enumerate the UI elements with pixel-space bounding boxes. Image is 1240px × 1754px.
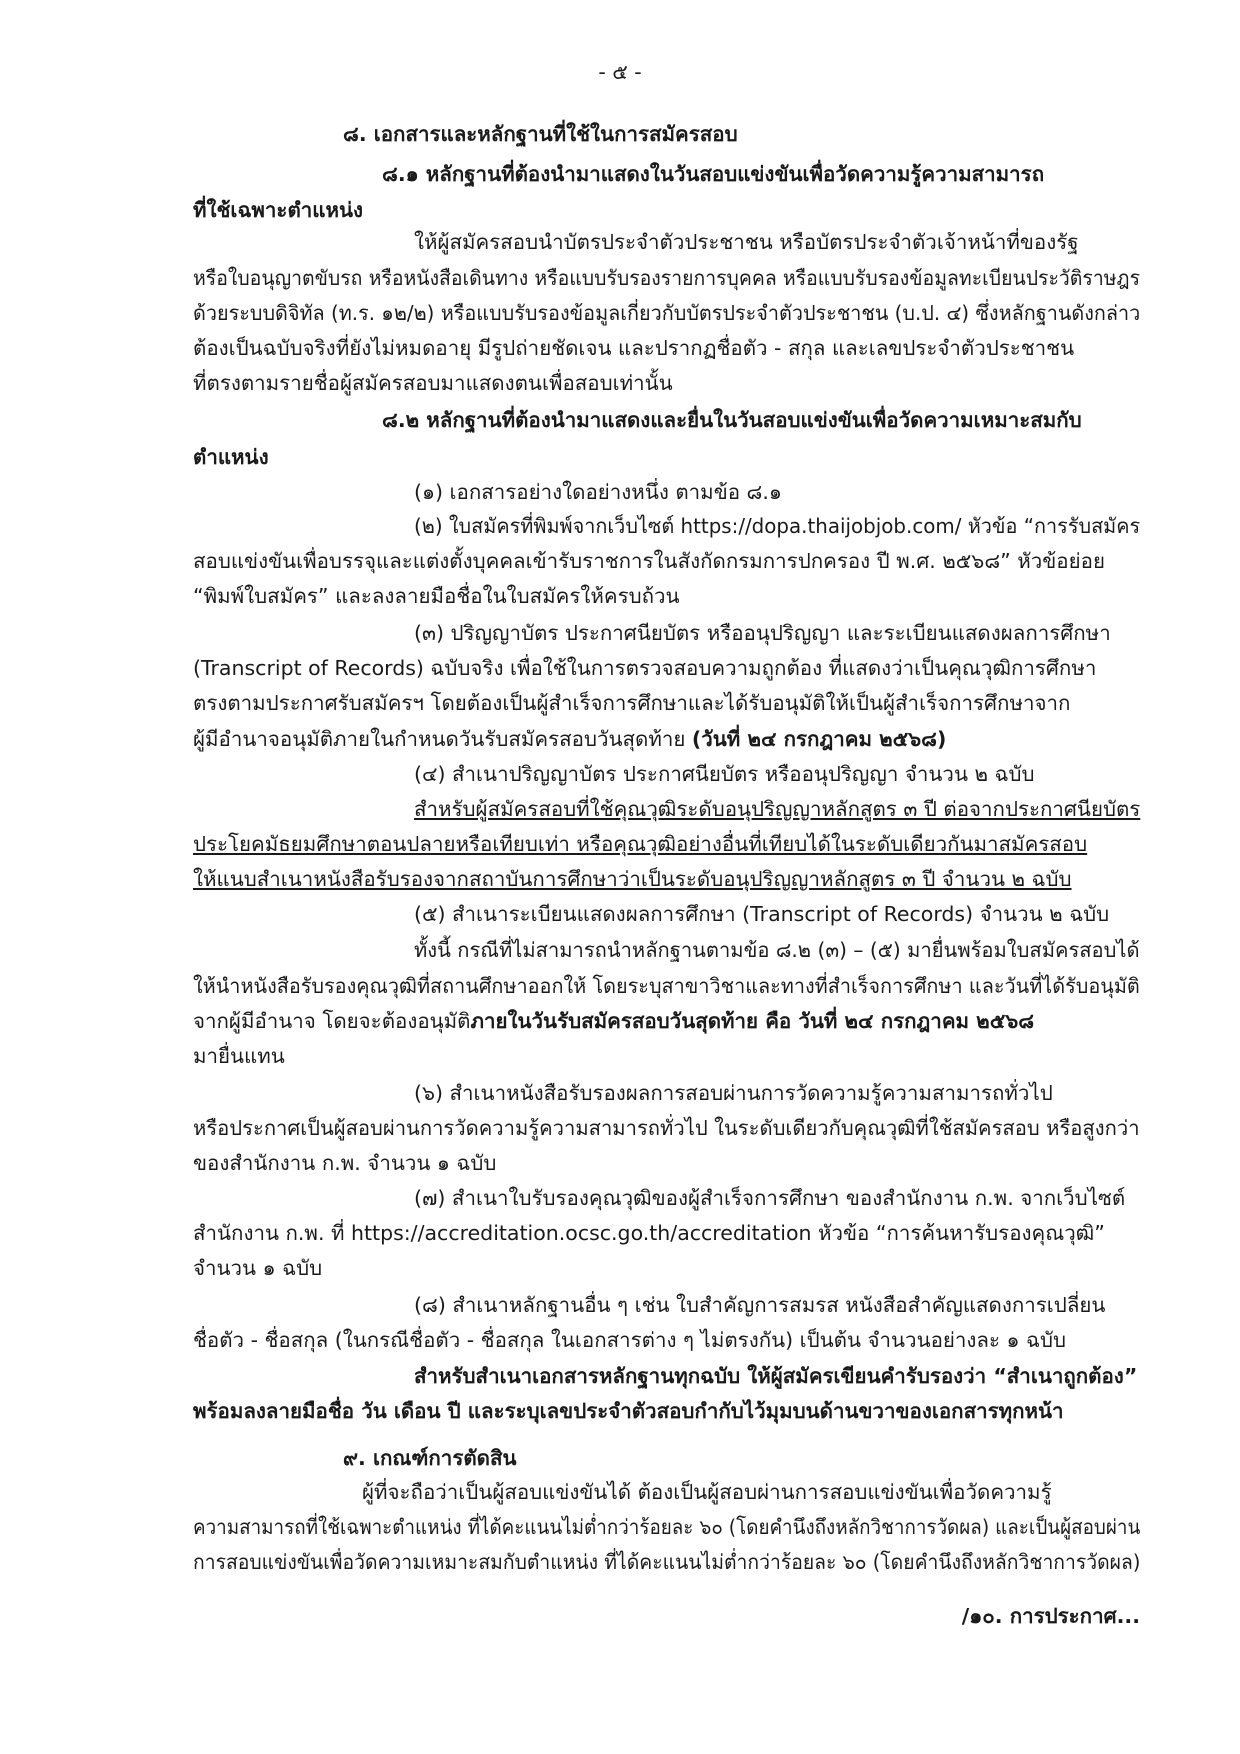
item-5: (๕) สำเนาระเบียนแสดงผลการศึกษา (Transcript of Records) จำนวน ๒ ฉบับ [414, 902, 1110, 926]
item-1: (๑) เอกสารอย่างใดอย่างหนึ่ง ตามข้อ ๘.๑ [414, 480, 782, 504]
item-2: (๒) ใบสมัครที่พิมพ์จากเว็บไซต์ https://dopa.thaijobjob.com/ หัวข้อ “การรับสมัคร [414, 514, 1141, 538]
exception-note-deadline: ภายในวันรับสมัครสอบวันสุดท้าย คือ วันที่ ๒๔ กรกฎาคม ๒๕๖๘ [470, 1009, 1035, 1033]
exception-note: มายื่นแทน [193, 1044, 285, 1068]
item-7: สำนักงาน ก.พ. ที่ https://accreditation.ocsc.go.th/accreditation หัวข้อ “การค้นหารับรองคุณวุฒิ” [193, 1221, 1105, 1245]
section-8-2-heading: ตำแหน่ง [193, 445, 269, 469]
section-9-paragraph: ความสามารถที่ใช้เฉพาะตำแหน่ง ที่ได้คะแนนไม่ต่ำกว่าร้อยละ ๖๐ (โดยคำนึงถึงหลักวิชาการวัดผล) และเป็นผู้สอบผ่าน [193, 1515, 1141, 1539]
item-7: (๗) สำเนาใบรับรองคุณวุฒิของผู้สำเร็จการศึกษา ของสำนักงาน ก.พ. จากเว็บไซต์ [414, 1186, 1126, 1210]
item-3: (Transcript of Records) ฉบับจริง เพื่อใช้ในการตรวจสอบความถูกต้อง ที่แสดงว่าเป็นคุณวุฒิการศึกษา [193, 656, 1097, 680]
item-3-last-line [193, 729, 946, 750]
item-2: “พิมพ์ใบสมัคร” และลงลายมือชื่อในใบสมัครให้ครบถ้วน [193, 584, 680, 608]
item-3-deadline: (วันที่ ๒๔ กรกฎาคม ๒๕๖๘) [691, 727, 947, 751]
section-8-1-paragraph: หรือใบอนุญาตขับรถ หรือหนังสือเดินทาง หรือแบบรับรองรายการบุคคล หรือแบบรับรองข้อมูลทะเบียนประวัติราษฎร [193, 266, 1141, 290]
item-4: (๔) สำเนาปริญญาบัตร ประกาศนียบัตร หรืออนุปริญญา จำนวน ๒ ฉบับ [414, 762, 1035, 786]
item-2: สอบแข่งขันเพื่อบรรจุและแต่งตั้งบุคคลเข้ารับราชการในสังกัดกรมการปกครอง ปี พ.ศ. ๒๕๖๘” หัวข้อย่อย [193, 549, 1105, 573]
section-8-1-heading: ๘.๑ หลักฐานที่ต้องนำมาแสดงในวันสอบแข่งขันเพื่อวัดความรู้ความสามารถ [382, 162, 1045, 186]
item-3-last-text: ผู้มีอำนาจอนุมัติภายในกำหนดวันรับสมัครสอบวันสุดท้าย [193, 727, 692, 751]
section-8-2-heading: ๘.๒ หลักฐานที่ต้องนำมาแสดงและยื่นในวันสอบแข่งขันเพื่อวัดความเหมาะสมกับ [382, 408, 1082, 432]
item-6: หรือประกาศเป็นผู้สอบผ่านการวัดความรู้ความสามารถทั่วไป ในระดับเดียวกับคุณวุฒิที่ใช้สมัครสอบ หรือสูงกว่า [193, 1116, 1140, 1140]
copies-certification-note: พร้อมลงลายมือชื่อ วัน เดือน ปี และระบุเลขประจำตัวสอบกำกับไว้มุมบนด้านขวาของเอกสารทุกหน้า [193, 1399, 1064, 1423]
item-4-underlined-note: ประโยคมัธยมศึกษาตอนปลายหรือเทียบเท่า หรือคุณวุฒิอย่างอื่นที่เทียบได้ในระดับเดียวกันมาสมัครสอบ [193, 832, 1088, 856]
item-8: (๘) สำเนาหลักฐานอื่น ๆ เช่น ใบสำคัญการสมรส หนังสือสำคัญแสดงการเปลี่ยน [414, 1293, 1106, 1317]
item-8: ชื่อตัว - ชื่อสกุล (ในกรณีชื่อตัว - ชื่อสกุล ในเอกสารต่าง ๆ ไม่ตรงกัน) เป็นต้น จำนวนอย่างละ ๑ ฉบับ [193, 1328, 1067, 1352]
item-4-underlined-note: ให้แนบสำเนาหนังสือรับรองจากสถาบันการศึกษาว่าเป็นระดับอนุปริญญาหลักสูตร ๓ ปี จำนวน ๒ ฉบับ [193, 867, 1072, 891]
section-8-1-paragraph: ให้ผู้สมัครสอบนำบัตรประจำตัวประชาชน หรือบัตรประจำตัวเจ้าหน้าที่ของรัฐ [414, 230, 1079, 254]
exception-note-text: จากผู้มีอำนาจ โดยจะต้องอนุมัติ [193, 1009, 471, 1033]
section-8-1-paragraph: ด้วยระบบดิจิทัล (ท.ร. ๑๒/๒) หรือแบบรับรองข้อมูลเกี่ยวกับบัตรประจำตัวประชาชน (บ.ป. ๔) ซึ่งหลักฐานดังกล่าว [193, 301, 1141, 325]
continued-next-page: /๑๐. การประกาศ... [961, 1604, 1140, 1628]
copies-certification-note: สำหรับสำเนาเอกสารหลักฐานทุกฉบับ ให้ผู้สมัครเขียนคำรับรองว่า “สำเนาถูกต้อง” [414, 1364, 1138, 1388]
item-6: ของสำนักงาน ก.พ. จำนวน ๑ ฉบับ [193, 1151, 497, 1175]
section-8-1-paragraph: ต้องเป็นฉบับจริงที่ยังไม่หมดอายุ มีรูปถ่ายชัดเจน และปรากฏชื่อตัว - สกุล และเลขประจำตัวประชาชน [193, 336, 1075, 360]
section-9-paragraph: การสอบแข่งขันเพื่อวัดความเหมาะสมกับตำแหน่ง ที่ได้คะแนนไม่ต่ำกว่าร้อยละ ๖๐ (โดยคำนึงถึงหลักวิชาการวัดผล) [193, 1550, 1141, 1574]
exception-note-line [193, 1011, 1034, 1032]
item-7: จำนวน ๑ ฉบับ [193, 1256, 323, 1280]
section-8-1-paragraph: ที่ตรงตามรายชื่อผู้สมัครสอบมาแสดงตนเพื่อสอบเท่านั้น [193, 371, 673, 395]
section-9-paragraph: ผู้ที่จะถือว่าเป็นผู้สอบแข่งขันได้ ต้องเป็นผู้สอบผ่านการสอบแข่งขันเพื่อวัดความรู้ [362, 1480, 1052, 1504]
section-9-heading: ๙. เกณฑ์การตัดสิน [343, 1446, 517, 1470]
item-3: (๓) ปริญญาบัตร ประกาศนียบัตร หรืออนุปริญญา และระเบียนแสดงผลการศึกษา [414, 621, 1111, 645]
item-6: (๖) สำเนาหนังสือรับรองผลการสอบผ่านการวัดความรู้ความสามารถทั่วไป [414, 1081, 1053, 1105]
exception-note: ให้นำหนังสือรับรองคุณวุฒิที่สถานศึกษาออกให้ โดยระบุสาขาวิชาและทางที่สำเร็จการศึกษา และวันที่ได้รับอนุมัติ [193, 974, 1140, 998]
item-3: ตรงตามประกาศรับสมัครฯ โดยต้องเป็นผู้สำเร็จการศึกษาและได้รับอนุมัติให้เป็นผู้สำเร็จการศึกษาจาก [193, 691, 1071, 715]
exception-note: ทั้งนี้ กรณีที่ไม่สามารถนำหลักฐานตามข้อ ๘.๒ (๓) – (๕) มายื่นพร้อมใบสมัครสอบได้ [414, 938, 1140, 962]
page-number: - ๕ - [598, 60, 642, 84]
section-8-1-heading: ที่ใช้เฉพาะตำแหน่ง [193, 198, 364, 222]
section-8-heading: ๘. เอกสารและหลักฐานที่ใช้ในการสมัครสอบ [343, 122, 738, 146]
item-4-underlined-note: สำหรับผู้สมัครสอบที่ใช้คุณวุฒิระดับอนุปริญญาหลักสูตร ๓ ปี ต่อจากประกาศนียบัตร [414, 797, 1141, 821]
